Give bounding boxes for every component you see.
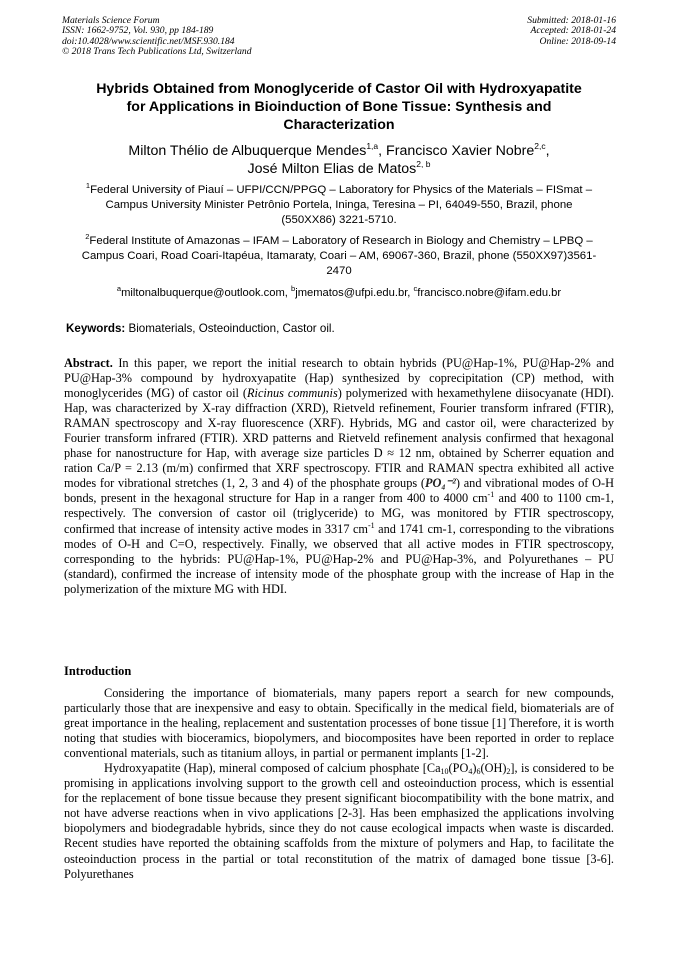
email-address[interactable]: jmematos@ufpi.edu.br, (295, 287, 414, 299)
author-affiliation-mark: 1,a (366, 141, 379, 151)
online-date: Online: 2018-09-14 (539, 35, 616, 47)
author-name: José Milton Elias de Matos (247, 161, 417, 177)
author-affiliation-mark: 2, b (416, 159, 431, 169)
email-mark: a (116, 284, 122, 293)
paragraph: Considering the importance of biomaterials, many papers report a search for new compounds, particularly those that are inexpensive and easy to obtain. Specifically in the medical field, biomaterials are of great importance in the healing, replacement and sustentation processes of bone tissue [1] Therefore, it is worth noting that studies with bioceramics, biopolymers, and biocomposites have been reported in order to replace conventional materials, such as titanium alloys, in partial or permanent implants [1-2]. (64, 686, 614, 761)
paragraph-text: (OH) (480, 761, 507, 776)
species-name: Ricinus communis (247, 386, 338, 401)
doi-line: doi:10.4028/www.scientific.net/MSF.930.184 (62, 35, 235, 47)
subscript: 6 (476, 767, 481, 777)
author-list (60, 142, 618, 178)
superscript: -1 (487, 490, 495, 500)
title-line: Characterization (283, 117, 395, 133)
affiliation-number: 2 (85, 232, 90, 241)
author-separator: , (378, 143, 387, 159)
abstract (64, 356, 614, 597)
abstract-text: ) polymerized with hexamethylene diisocyanate (HDI). Hap, was characterized by X-ray diffraction (XRD), Rietveld refinement, Fourier transform infrared (FTIR), RAMAN spectroscopy and X-ray fluorescence (XRF). Hybrids, MG and castor oil, were characterized by Fourier transform infrared (FTIR). XRD patterns and Rietveld refinement analysis confirmed that hexagonal phase for nanostructure for Hap, with average size particles D ≈ 12 nm, obtained by Scherrer equation and ration Ca/P = 2.13 (m/m) confirmed that XRF spectroscopy. FTIR and RAMAN spectra exhibited all active modes for vibrational stretches (1, 2, 3 and 4) of the phosphate groups ( (64, 386, 614, 491)
keywords-label: Keywords: (66, 322, 126, 335)
email-mark: c (413, 284, 418, 293)
abstract-label: Abstract. (64, 356, 113, 370)
journal-name: Materials Science Forum (62, 15, 160, 26)
affiliation-2 (80, 234, 598, 279)
title-line: Hybrids Obtained from Monoglyceride of Castor Oil with Hydroxyapatite (96, 81, 582, 97)
email-address[interactable]: francisco.nobre@ifam.edu.br (417, 287, 562, 299)
keywords (66, 322, 335, 335)
paragraph-text: ], is considered to be promising in applications involving support to the growth cell and osteoinduction process, which is essential for the replacement of bone tissue because they present significant biocompatibility with the bone matrix, and not have adverse reactions when in vivo applications [2-3]. Has been emphasized the applications involving biopolymers and biodegradable hybrids, since they do not cause ecological impacts when waste is discarded. Recent studies have reported the obtaining scaffolds from the mixture of polymers and Hap, to facilitate the osteoinduction process in the partial or total reconstitution of the matrix of damaged bone tissue [3-6]. Polyurethanes (64, 761, 614, 881)
affiliation-number: 1 (85, 181, 91, 190)
author-line-2 (60, 160, 618, 178)
introduction-body (64, 686, 614, 882)
paragraph-text: Hydroxyapatite (Hap), mineral composed of calcium phosphate [Ca (104, 761, 441, 776)
author-emails (60, 286, 618, 301)
journal-header (62, 16, 252, 58)
abstract-text: In this paper, we report the initial research to obtain hybrids (PU@Hap-1%, PU@Hap-2% and PU@Hap-3% compound by hydroxyapatite (Hap) synthesized by coprecipitation (CP) method, with monoglycerides (MG) of castor oil ( (64, 356, 614, 401)
title-line: for Applications in Bioinduction of Bone Tissue: Synthesis and (126, 99, 552, 115)
abstract-text: and 1741 cm-1, corresponding to the vibrations modes of O-H and C=O, respectively. Finally, we observed that all active modes in FTIR spectroscopy, corresponding to the hybrids: PU@Hap-1%, PU@Hap-2% and PU@Hap-3%, and Polyurethanes – PU (standard), confirmed the increase of intensity mode of the phosphate group with the increase of Hap in the polymerization of the mixture MG with HDI. (64, 521, 614, 596)
author-name: Francisco Xavier Nobre (386, 143, 535, 159)
affiliation-text: Federal Institute of Amazonas – IFAM – Laboratory of Research in Biology and Chemistry – LPBQ – Campus Coari, Road Coari-Itapéua, Itamaraty, Coari – AM, 69067-360, Brazil, phone (550XX97)3561-2470 (81, 235, 597, 277)
dates-header (527, 16, 616, 47)
keywords-text: Biomaterials, Osteoinduction, Castor oil. (125, 322, 335, 335)
paragraph-text: ) (472, 761, 477, 776)
paper-title (60, 80, 618, 134)
phosphate-formula: PO₄⁻² (425, 476, 456, 491)
email-address[interactable]: miltonalbuquerque@outlook.com, (121, 287, 292, 299)
subscript: 2 (506, 767, 511, 777)
author-name: Milton Thélio de Albuquerque Mendes (128, 143, 367, 159)
subscript: 4 (468, 767, 473, 777)
paragraph (64, 761, 614, 881)
paragraph-text: (PO (448, 761, 469, 776)
subscript: 10 (440, 767, 449, 777)
author-separator: , (545, 143, 550, 159)
affiliation-1 (80, 183, 598, 228)
affiliation-text: Federal University of Piauí – UFPI/CCN/PPGQ – Laboratory for Physics of the Materials – FISmat – Campus University Minister Petrônio Portela, Ininga, Teresina – PI, 64049-550, Brazil, phone (550XX86) 3221-5710. (90, 184, 593, 226)
issn-line: ISSN: 1662-9752, Vol. 930, pp 184-189 (62, 25, 214, 37)
copyright-line: © 2018 Trans Tech Publications Ltd, Switzerland (62, 46, 252, 58)
author-line-1 (60, 142, 618, 160)
section-heading-introduction: Introduction (64, 664, 132, 678)
submitted-date: Submitted: 2018-01-16 (527, 15, 616, 26)
email-mark: b (291, 284, 296, 293)
superscript: -1 (368, 520, 375, 530)
abstract-text: ) and vibrational modes of O-H bonds, present in the hexagonal structure for Hap in a ranger from 400 to 4000 cm (64, 476, 614, 506)
abstract-text: and 400 to 1100 cm-1, respectively. The conversion of castor oil (triglyceride) to MG, was monitored by FTIR spectroscopy, confirmed that increase of intensity active modes in 3317 cm (64, 491, 614, 536)
accepted-date: Accepted: 2018-01-24 (530, 25, 616, 37)
author-affiliation-mark: 2,c (534, 141, 546, 151)
